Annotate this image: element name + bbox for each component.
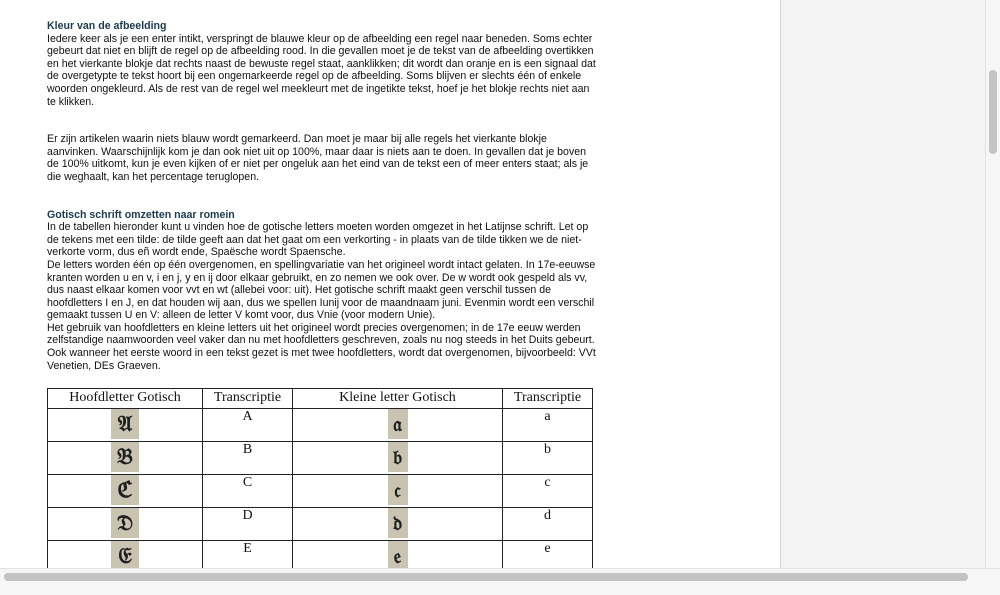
column-header: Transcriptie [203, 389, 293, 409]
vertical-scrollbar[interactable] [985, 0, 1000, 568]
paragraph: Iedere keer als je een enter intikt, verspringt de blauwe kleur op de afbeelding een regel naar beneden. Soms echter gebeurt dat niet en blijft de regel op de afbeelding rood. In die gevallen moet je de tekst van de afbeelding overtikken en het vierkante blokje dat rechts naast de bewuste regel staat, aanklikken; dit wordt dan oranje en is een signaal dat de overgetypte te tekst hoort bij een ongemarkeerde regel op de afbeelding. Soms blijven er slechts één of enkele woorden ongekleurd. Als de rest van de regel wel meekleurt met de ingetikte tekst, hoef je het blokje rechts niet aan te klikken. [47, 32, 596, 108]
gothic-letter-image: 𝔄 [111, 409, 139, 439]
horizontal-scrollbar[interactable] [0, 568, 1000, 595]
table-row [48, 508, 593, 541]
article-content [47, 20, 597, 568]
transcription-cell: c [503, 475, 593, 508]
gothic-lowercase-cell [293, 475, 503, 508]
gothic-letter-image: 𝔟 [388, 442, 408, 472]
gothic-uppercase-cell [48, 442, 203, 475]
gothic-uppercase-cell [48, 508, 203, 541]
column-header: Kleine letter Gotisch [293, 389, 503, 409]
gothic-uppercase-cell [48, 475, 203, 508]
transcription-cell: a [503, 409, 593, 442]
column-header: Transcriptie [503, 389, 593, 409]
transcription-cell: B [203, 442, 293, 475]
gothic-letter-image: 𝔡 [388, 508, 408, 538]
gothic-letter-image: 𝔠 [388, 475, 408, 505]
gothic-lowercase-cell [293, 442, 503, 475]
paragraph: Er zijn artikelen waarin niets blauw wordt gemarkeerd. Dan moet je maar bij alle regels het vierkante blokje aanvinken. Waarschijnlijk kom je dan ook niet uit op 100%, maar daar is niets aan te doen. In gevallen dat je boven de 100% uitkomt, kun je even kijken of er niet per ongeluk aan het eind van de tekst een of meer enters staat; als je die weghaalt, kan het percentage teruglopen. [47, 133, 589, 183]
transcription-cell: A [203, 409, 293, 442]
gothic-lowercase-cell [293, 508, 503, 541]
gothic-letter-image: 𝔢 [388, 541, 408, 568]
table-row [48, 442, 593, 475]
transcription-cell: D [203, 508, 293, 541]
gothic-uppercase-cell [48, 541, 203, 568]
paragraph: De letters worden één op één overgenomen, en spellingvariatie van het origineel wordt intact gelaten. In 17e-eeuwse kranten worden u en v, i en j, y en ij door elkaar gebruikt, en zo nemen we ook over. De w wordt ook gespeld als vv, dus naast elkaar komen voor vvt en wt (allebei voor: uit). Het gotische schrift maakt geen verschil tussen de hoofdletters I en J, en dat houden wij aan, dus we spellen Iunij voor de maandnaam juni. Evenmin wordt een verschil gemaakt tussen U en V: alleen de letter V komt voor, dus Vnie (voor modern Unie). [47, 258, 596, 322]
gothic-letter-image: 𝔞 [388, 409, 408, 439]
gothic-letter-image: 𝔅 [111, 442, 139, 472]
section-title-gotisch: Gotisch schrift omzetten naar romein [47, 208, 235, 221]
vertical-scrollbar-thumb[interactable] [989, 70, 997, 154]
gothic-letter-table [47, 388, 593, 568]
table-row [48, 541, 593, 568]
horizontal-scrollbar-thumb[interactable] [4, 573, 968, 581]
section-title-kleur: Kleur van de afbeelding [47, 20, 167, 32]
column-header: Hoofdletter Gotisch [48, 389, 203, 409]
gothic-letter-image: ℭ [111, 475, 139, 505]
transcription-cell: b [503, 442, 593, 475]
table-row [48, 409, 593, 442]
gothic-uppercase-cell [48, 409, 203, 442]
paragraph: In de tabellen hieronder kunt u vinden hoe de gotische letters moeten worden omgezet in het Latijnse schrift. Let op de tekens met een tilde: de tilde geeft aan dat het gaat om een verkorting - in plaats van de tilde tikken we de niet-verkorte vorm, dus eñ wordt ende, Spaësche wordt Spaensche. [47, 221, 589, 259]
transcription-cell: e [503, 541, 593, 568]
table-header-row [48, 389, 593, 409]
table-row [48, 475, 593, 508]
gothic-letter-image: 𝔈 [111, 541, 139, 568]
right-sidebar-panel [780, 0, 985, 568]
transcription-cell: d [503, 508, 593, 541]
gothic-letter-image: 𝔇 [111, 508, 139, 538]
gothic-lowercase-cell [293, 409, 503, 442]
paragraph: Het gebruik van hoofdletters en kleine letters uit het origineel wordt precies overgenomen; in de 17e eeuw werden zelfstandige naamwoorden veel vaker dan nu met hoofdletters geschreven, zoals nu nog steeds in het Duits gebeurt. Ook wanneer het eerste woord in een tekst gezet is met twee hoofdletters, wordt dat overgenomen, bijvoorbeeld: VVt Venetien, DEs Graeven. [47, 321, 596, 372]
transcription-cell: C [203, 475, 293, 508]
gothic-lowercase-cell [293, 541, 503, 568]
transcription-cell: E [203, 541, 293, 568]
